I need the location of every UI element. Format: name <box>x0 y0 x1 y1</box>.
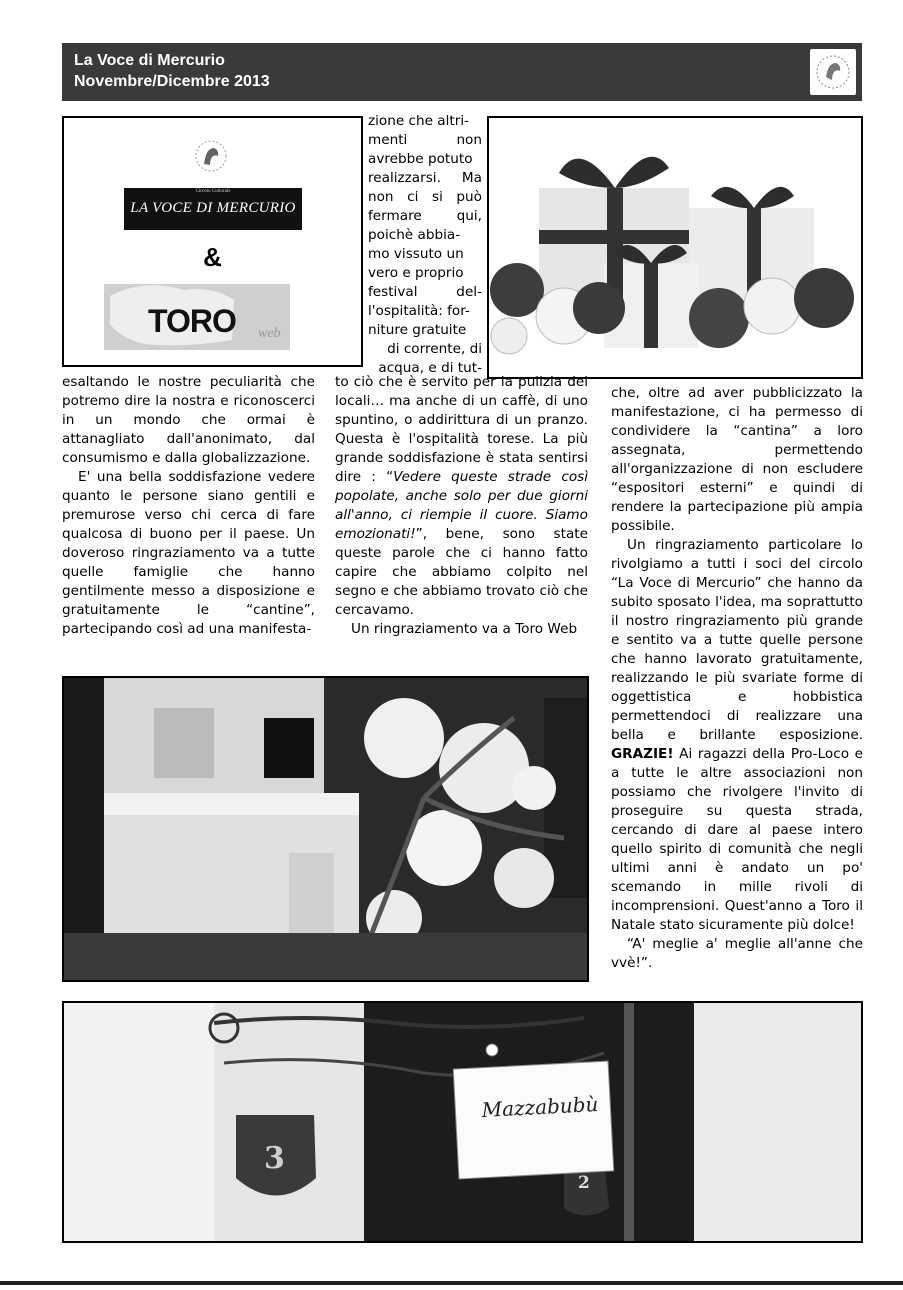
logos-box <box>62 116 363 367</box>
text-line: fermare qui, <box>368 208 482 224</box>
text-line: niture gratuite <box>368 322 467 338</box>
text-line: menti non <box>368 132 482 148</box>
text-line: poichè abbia- <box>368 227 461 243</box>
text-line: vero e proprio <box>368 265 464 281</box>
paragraph: esaltando le nostre peculiarità che potremo dire la nostra e riconoscerci in un mondo che ormai è attanagliato dall'anonimato, dal consumismo e dalla globalizzazione. <box>62 374 315 466</box>
mazzabubu-sign-text: Mazzabubù <box>481 1091 599 1123</box>
text-line: l'ospitalità: for- <box>368 303 470 319</box>
paragraph: Un ringraziamento va a Toro Web <box>351 621 578 637</box>
page-bottom-rule <box>0 1281 903 1285</box>
text-line: mo vissuto un <box>368 246 464 262</box>
ampersand: & <box>203 242 222 272</box>
paragraph: “A' meglie a' meglie all'anne che vvè!”. <box>611 936 863 971</box>
toro-web-text: web <box>258 326 281 341</box>
text-run: Ai ragazzi della Pro-Loco e a tutte le altre associazioni non possiamo che rivolgere l'invito di proseguire su questa strada, cercando di dare al paese intero quello spirito di comunità che negli ultimi anni è andato un po' scemando in mille rivoli di incomprensioni. Quest'anno a Toro il Natale stato sicuramente più dolce! <box>611 746 863 933</box>
article-column-1 <box>62 373 315 639</box>
voce-logo-text: LA VOCE DI MERCURIO <box>130 200 296 216</box>
paragraph: E' una bella soddisfazione vedere quanto le persone siano gentili e premurose verso chi cerca di fare qualcosa di buono per il paese. Un doveroso ringraziamento va a tutte quelle famiglie che hanno gentilmente messo a disposizione e gratuitamente le “cantine”, partecipando così ad una manifesta- <box>62 469 315 637</box>
text-line: festival del- <box>368 284 482 300</box>
shield-number-3: 3 <box>264 1141 285 1176</box>
toro-logo-text: TORO <box>148 303 236 339</box>
mazzabubu-sign-photo <box>62 1001 863 1243</box>
issue-date: Novembre/Dicembre 2013 <box>74 73 270 90</box>
header-logo <box>810 49 856 95</box>
article-column-2-top <box>368 112 482 378</box>
page-header <box>62 43 862 101</box>
text-line: acqua, e di tut- <box>378 360 482 376</box>
paragraph <box>335 373 588 620</box>
voce-logo-subtitle: Circolo Culturale <box>195 189 231 194</box>
text-line: zione che altri- <box>368 113 470 129</box>
shield-number-2: 2 <box>578 1173 590 1193</box>
bold-text: GRAZIE! <box>611 746 674 762</box>
text-line: realizzarsi. Ma <box>368 170 482 186</box>
text-line: di corrente, di <box>387 341 482 357</box>
exhibition-photo <box>62 676 589 982</box>
text-line: avrebbe potuto <box>368 151 473 167</box>
text-run: ”, bene, sono state queste parole che ci hanno fatto capire che abbiamo colpito nel segno e che abbiamo trovato ciò che cercavamo. <box>335 526 588 618</box>
article-column-3 <box>611 384 863 973</box>
christmas-gifts-photo <box>487 116 863 379</box>
text-run: to ciò che è servito per la pulizia dei locali… ma anche di un caffè, di uno spuntino, o addirittura di un pranzo. Questa è l'ospitalità torese. La più grande soddisfazione è stata sentirsi dire : “ <box>335 374 588 485</box>
quote-text: Vedere queste strade così popolate, anche solo per due giorni all'anno, ci riempie il cuore. Siamo emozionati! <box>335 469 588 542</box>
text-run: Un ringraziamento particolare lo rivolgiamo a tutti i soci del circolo “La Voce di Mercurio” che hanno da subito sposato l'idea, ma soprattutto il nostro ringraziamento più grande e sentito va a tutte quelle persone che hanno lavorato gratuitamente, realizzando le più svariate forme di oggettistica e hobbistica permettendoci di realizzare una bella e brillante esposizione. <box>611 537 863 743</box>
text-line: non ci si può <box>368 189 482 205</box>
paragraph: che, oltre ad aver pubblicizzato la manifestazione, ci ha permesso di condividere la “cantina” a loro assegnata, permettendo all'organizzazione di non escludere “espositori esterni” e quindi di rendere la partecipazione più ampia possibile. <box>611 385 863 534</box>
article-column-2 <box>335 373 588 639</box>
publication-title: La Voce di Mercurio <box>74 52 225 69</box>
paragraph <box>611 536 863 935</box>
